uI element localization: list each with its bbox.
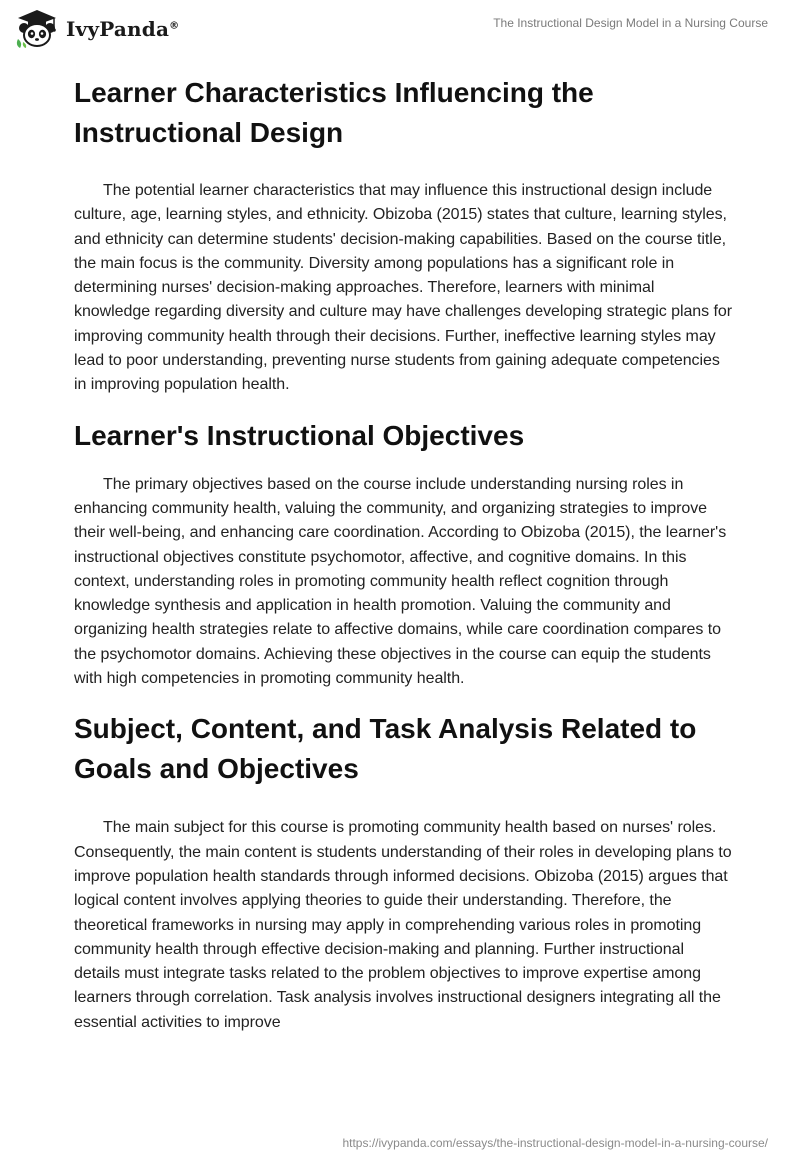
brand-name: IvyPanda®	[66, 17, 180, 41]
document-title: The Instructional Design Model in a Nursing Course	[493, 16, 768, 30]
page-header	[0, 0, 800, 60]
section-heading: Learner Characteristics Influencing the Instructional Design	[74, 77, 594, 148]
registered-mark: ®	[169, 20, 180, 32]
section-paragraph: The primary objectives based on the course include understanding nursing roles in enhancing community health, valuing the community, and organizing strategies to improve their well-being, and enhancing care coordination. According to Obizoba (2015), the learner's instructional objectives constitute psychomotor, affective, and cognitive domains. In this context, understanding roles in promoting community health reflect cognition through knowledge synthesis and application in health promotion. Valuing the community and organizing health strategies relate to affective domains, while care coordination compares to the psychomotor domains. Achieving these objectives in the course can equip the students with high competencies in promoting community health.	[74, 475, 727, 688]
panda-logo-icon	[14, 9, 60, 49]
article-content	[74, 70, 734, 1035]
source-url[interactable]: https://ivypanda.com/essays/the-instructional-design-model-in-a-nursing-course/	[342, 1136, 768, 1150]
ivypanda-logo[interactable]	[14, 9, 179, 49]
section-heading: Learner's Instructional Objectives	[74, 419, 525, 451]
section-paragraph: The main subject for this course is promoting community health based on nurses' roles. Consequently, the main content is students understanding of their roles in developing plans to improve population health standards through informed decisions. Obizoba (2015) argues that logical content involves applying theories to guide their understanding. Therefore, the theoretical frameworks in nursing may apply in comprehending various roles in promoting community health through effective decision-making and planning. Further instructional details must integrate tasks related to the problem objectives to improve expertise among learners through correlation. Task analysis involves instructional designers integrating all the essential activities to improve	[74, 819, 732, 1031]
section-heading: Subject, Content, and Task Analysis Related to Goals and Objectives	[74, 713, 697, 785]
section-paragraph: The potential learner characteristics that may influence this instructional design include culture, age, learning styles, and ethnicity. Obizoba (2015) states that culture, learning styles, and ethnicity can determine students' decision-making capabilities. Based on the course title, the main focus is the community. Diversity among populations has a significant role in determining nurses' decision-making approaches. Therefore, learners with minimal knowledge regarding diversity and culture may have challenges developing strategic plans for improving community health through their decisions. Further, ineffective learning styles may lead to poor understanding, preventing nurse students from gaining adequate competencies in improving population health.	[74, 182, 733, 394]
